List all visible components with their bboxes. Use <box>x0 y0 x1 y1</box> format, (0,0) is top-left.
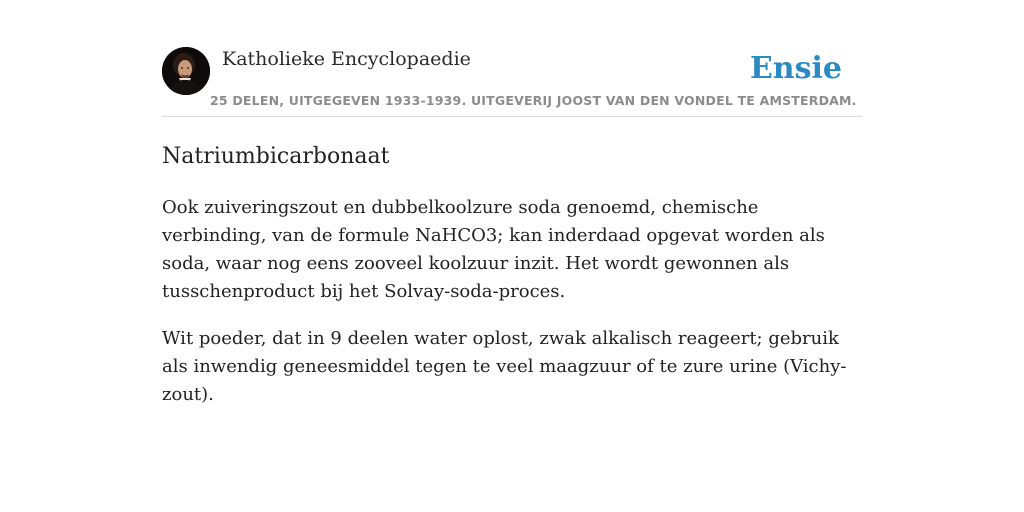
source-avatar[interactable] <box>162 47 210 95</box>
article-title: Natriumbicarbonaat <box>162 144 390 169</box>
article-paragraph: Wit poeder, dat in 9 deelen water oplost, zwak alkalisch reageert; gebruik als inwendig geneesmiddel tegen te veel maagzuur of te zure urine (Vichy-zout). <box>162 328 847 405</box>
portrait-icon <box>162 47 210 95</box>
article-paragraph: Ook zuiveringszout en dubbelkoolzure soda genoemd, chemische verbinding, van de formule NaHCO3; kan inderdaad opgevat worden als soda, waar nog eens zooveel koolzuur inzit. Het wordt gewonnen als tusschenproduct bij het Solvay-soda-proces. <box>162 197 825 302</box>
source-header <box>162 46 862 117</box>
source-title[interactable]: Katholieke Encyclopaedie <box>222 48 471 70</box>
page-container <box>162 46 862 409</box>
source-publication-info: 25 DELEN, UITGEGEVEN 1933-1939. UITGEVERIJ JOOST VAN DEN VONDEL TE AMSTERDAM. <box>210 93 857 108</box>
brand-logo[interactable]: Ensie <box>749 51 842 86</box>
